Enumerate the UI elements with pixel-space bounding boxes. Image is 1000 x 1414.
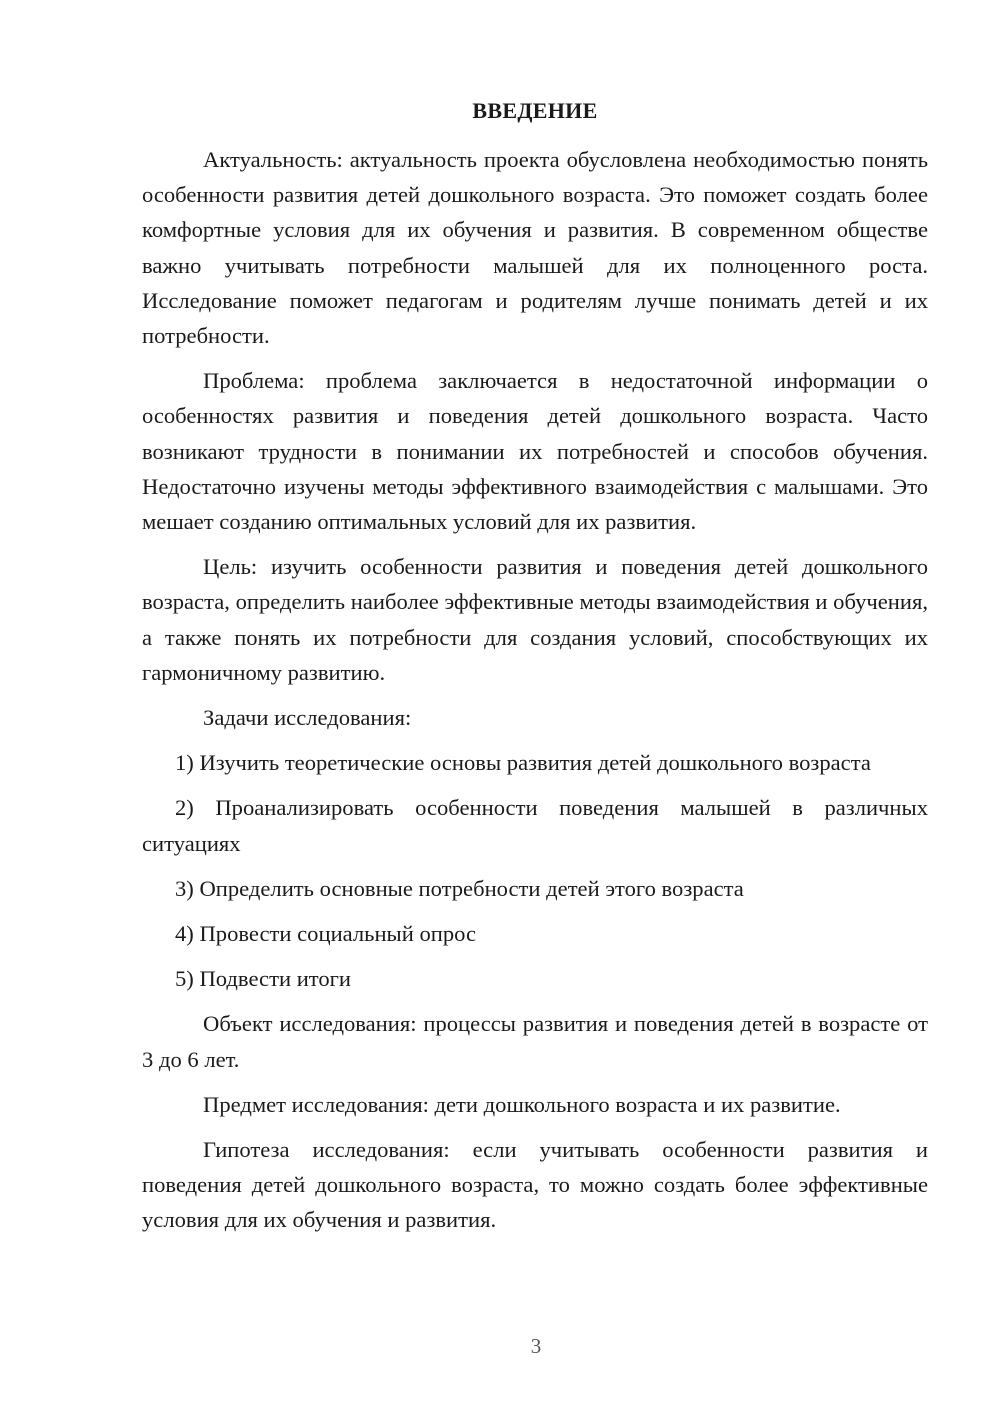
task-item-4: 4) Провести социальный опрос [175, 921, 477, 947]
paragraph-object: Объект исследования: процессы развития и поведения детей в возрасте от 3 до 6 лет. [142, 1011, 928, 1072]
paragraph-goal: Цель: изучить особенности развития и поведения детей дошкольного возраста, определить наиболее эффективные методы взаимодействия и обучения, а также понять их потребности для создания условий, способствующих их гармоничному развитию. [142, 554, 928, 685]
section-heading: ВВЕДЕНИЕ [472, 98, 598, 123]
paragraph-relevance: Актуальность: актуальность проекта обусловлена необходимостью понять особенности развития детей дошкольного возраста. Это поможет создать более комфортные условия для их обучения и развития. В современном обществе важно учитывать потребности малышей для их полноценного роста. Исследование поможет педагогам и родителям лучше понимать детей и их потребности. [142, 147, 928, 349]
task-item-3: 3) Определить основные потребности детей этого возраста [175, 875, 744, 901]
document-body [142, 142, 928, 1248]
paragraph-subject: Предмет исследования: дети дошкольного возраста и их развитие. [203, 1091, 841, 1117]
page-number: 3 [530, 1334, 542, 1358]
paragraph-problem: Проблема: проблема заключается в недостаточной информации о особенностях развития и поведения детей дошкольного возраста. Часто возникают трудности в понимании их потребностей и способов обучения. Недостаточно изучены методы эффективного взаимодействия с малышами. Это мешает созданию оптимальных условий для их развития. [142, 368, 928, 535]
task-item-2: 2) Проанализировать особенности поведения малышей в различных ситуациях [142, 795, 928, 856]
task-item-5: 5) Подвести итоги [175, 966, 352, 992]
paragraph-tasks-intro: Задачи исследования: [203, 705, 412, 731]
task-item-1: 1) Изучить теоретические основы развития детей дошкольного возраста [175, 750, 871, 776]
paragraph-hypothesis: Гипотеза исследования: если учитывать особенности развития и поведения детей дошкольного возраста, то можно создать более эффективные условия для их обучения и развития. [142, 1137, 928, 1233]
